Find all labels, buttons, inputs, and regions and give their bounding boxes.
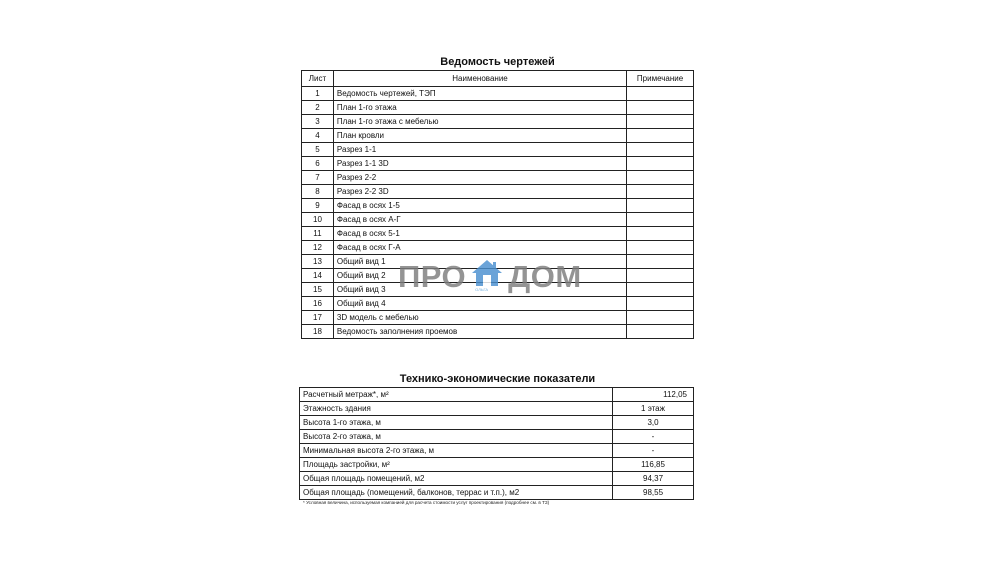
sheet-note [627, 311, 694, 325]
sheet-name: Фасад в осях 1-5 [333, 199, 626, 213]
tep-label: Общая площадь (помещений, балконов, террас и т.п.), м2 [300, 486, 613, 500]
tep-value: - [613, 444, 694, 458]
sheet-num: 6 [302, 157, 334, 171]
tep-footnote: * Условная величина, используемая компанией для расчета стоимости услуг проектирования (подробнее см. в ТЗ) [303, 500, 550, 505]
tep-row [300, 486, 694, 500]
tep-label: Этажность здания [300, 402, 613, 416]
tep-value: 116,85 [613, 458, 694, 472]
col-header-name: Наименование [333, 71, 626, 87]
sheet-name: План кровли [333, 129, 626, 143]
sheet-note [627, 297, 694, 311]
sheet-name: Разрез 2-2 [333, 171, 626, 185]
tep-value: 1 этаж [613, 402, 694, 416]
tep-row [300, 388, 694, 402]
sheet-name: Разрез 2-2 3D [333, 185, 626, 199]
sheet-num: 10 [302, 213, 334, 227]
sheet-row [302, 297, 694, 311]
sheet-row [302, 241, 694, 255]
sheet-name: Фасад в осях Г-А [333, 241, 626, 255]
sheet-note [627, 227, 694, 241]
sheet-num: 1 [302, 87, 334, 101]
sheet-row [302, 129, 694, 143]
sheet-row [302, 87, 694, 101]
sheet-name: 3D модель с мебелью [333, 311, 626, 325]
logo-subtext: ОЛЬГА [475, 287, 489, 292]
tep-value: 112,05 [613, 388, 694, 402]
sheet-num: 9 [302, 199, 334, 213]
sheet-num: 5 [302, 143, 334, 157]
sheet-note [627, 185, 694, 199]
sheet-name: Ведомость заполнения проемов [333, 325, 626, 339]
sheet-note [627, 129, 694, 143]
watermark-logo [398, 258, 582, 294]
logo-word-left: ПРО [398, 258, 467, 294]
sheet-row [302, 311, 694, 325]
tep-title: Технико-экономические показатели [399, 373, 596, 385]
sheet-row [302, 157, 694, 171]
tep-value: 94,37 [613, 472, 694, 486]
sheet-note [627, 241, 694, 255]
tep-label: Расчетный метраж*, м² [300, 388, 613, 402]
sheet-list-table [301, 70, 694, 339]
tep-row [300, 472, 694, 486]
sheet-note [627, 87, 694, 101]
sheet-num: 8 [302, 185, 334, 199]
tep-value: - [613, 430, 694, 444]
sheet-name: План 1-го этажа [333, 101, 626, 115]
sheet-note [627, 283, 694, 297]
sheet-num: 13 [302, 255, 334, 269]
sheet-num: 14 [302, 269, 334, 283]
tep-row [300, 458, 694, 472]
tep-table [299, 387, 694, 500]
sheet-num: 18 [302, 325, 334, 339]
sheet-num: 16 [302, 297, 334, 311]
sheet-num: 12 [302, 241, 334, 255]
tep-value: 98,55 [613, 486, 694, 500]
sheet-note [627, 199, 694, 213]
sheet-num: 17 [302, 311, 334, 325]
sheet-note [627, 157, 694, 171]
sheet-note [627, 255, 694, 269]
sheet-name: Общий вид 3 [333, 283, 626, 297]
tep-row [300, 430, 694, 444]
tep-label: Минимальная высота 2-го этажа, м [300, 444, 613, 458]
sheet-note [627, 269, 694, 283]
sheet-name: Фасад в осях А-Г [333, 213, 626, 227]
sheet-name: План 1-го этажа с мебелью [333, 115, 626, 129]
sheet-note [627, 325, 694, 339]
sheet-num: 2 [302, 101, 334, 115]
sheet-num: 11 [302, 227, 334, 241]
house-icon [470, 258, 504, 294]
tep-row [300, 402, 694, 416]
sheet-name: Фасад в осях 5-1 [333, 227, 626, 241]
sheet-name: Ведомость чертежей, ТЭП [333, 87, 626, 101]
sheet-name: Разрез 1-1 [333, 143, 626, 157]
col-header-note: Примечание [627, 71, 694, 87]
sheet-row [302, 171, 694, 185]
tep-label: Высота 2-го этажа, м [300, 430, 613, 444]
sheet-list-header-row [302, 71, 694, 87]
sheet-note [627, 115, 694, 129]
sheet-note [627, 101, 694, 115]
sheet-name: Разрез 1-1 3D [333, 157, 626, 171]
sheet-row [302, 143, 694, 157]
sheet-row [302, 101, 694, 115]
sheet-row [302, 213, 694, 227]
tep-label: Высота 1-го этажа, м [300, 416, 613, 430]
sheet-list-title: Ведомость чертежей [440, 56, 555, 68]
sheet-note [627, 213, 694, 227]
sheet-num: 7 [302, 171, 334, 185]
tep-row [300, 416, 694, 430]
col-header-sheet: Лист [302, 71, 334, 87]
sheet-name: Общий вид 4 [333, 297, 626, 311]
tep-row [300, 444, 694, 458]
sheet-num: 4 [302, 129, 334, 143]
sheet-num: 15 [302, 283, 334, 297]
sheet-row [302, 325, 694, 339]
sheet-name: Общий вид 1 [333, 255, 626, 269]
sheet-name: Общий вид 2 [333, 269, 626, 283]
logo-word-right: ДОМ [508, 258, 582, 294]
tep-value: 3,0 [613, 416, 694, 430]
tep-label: Площадь застройки, м² [300, 458, 613, 472]
sheet-row [302, 199, 694, 213]
sheet-row [302, 227, 694, 241]
sheet-row [302, 115, 694, 129]
sheet-note [627, 171, 694, 185]
sheet-row [302, 185, 694, 199]
tep-label: Общая площадь помещений, м2 [300, 472, 613, 486]
sheet-num: 3 [302, 115, 334, 129]
sheet-note [627, 143, 694, 157]
